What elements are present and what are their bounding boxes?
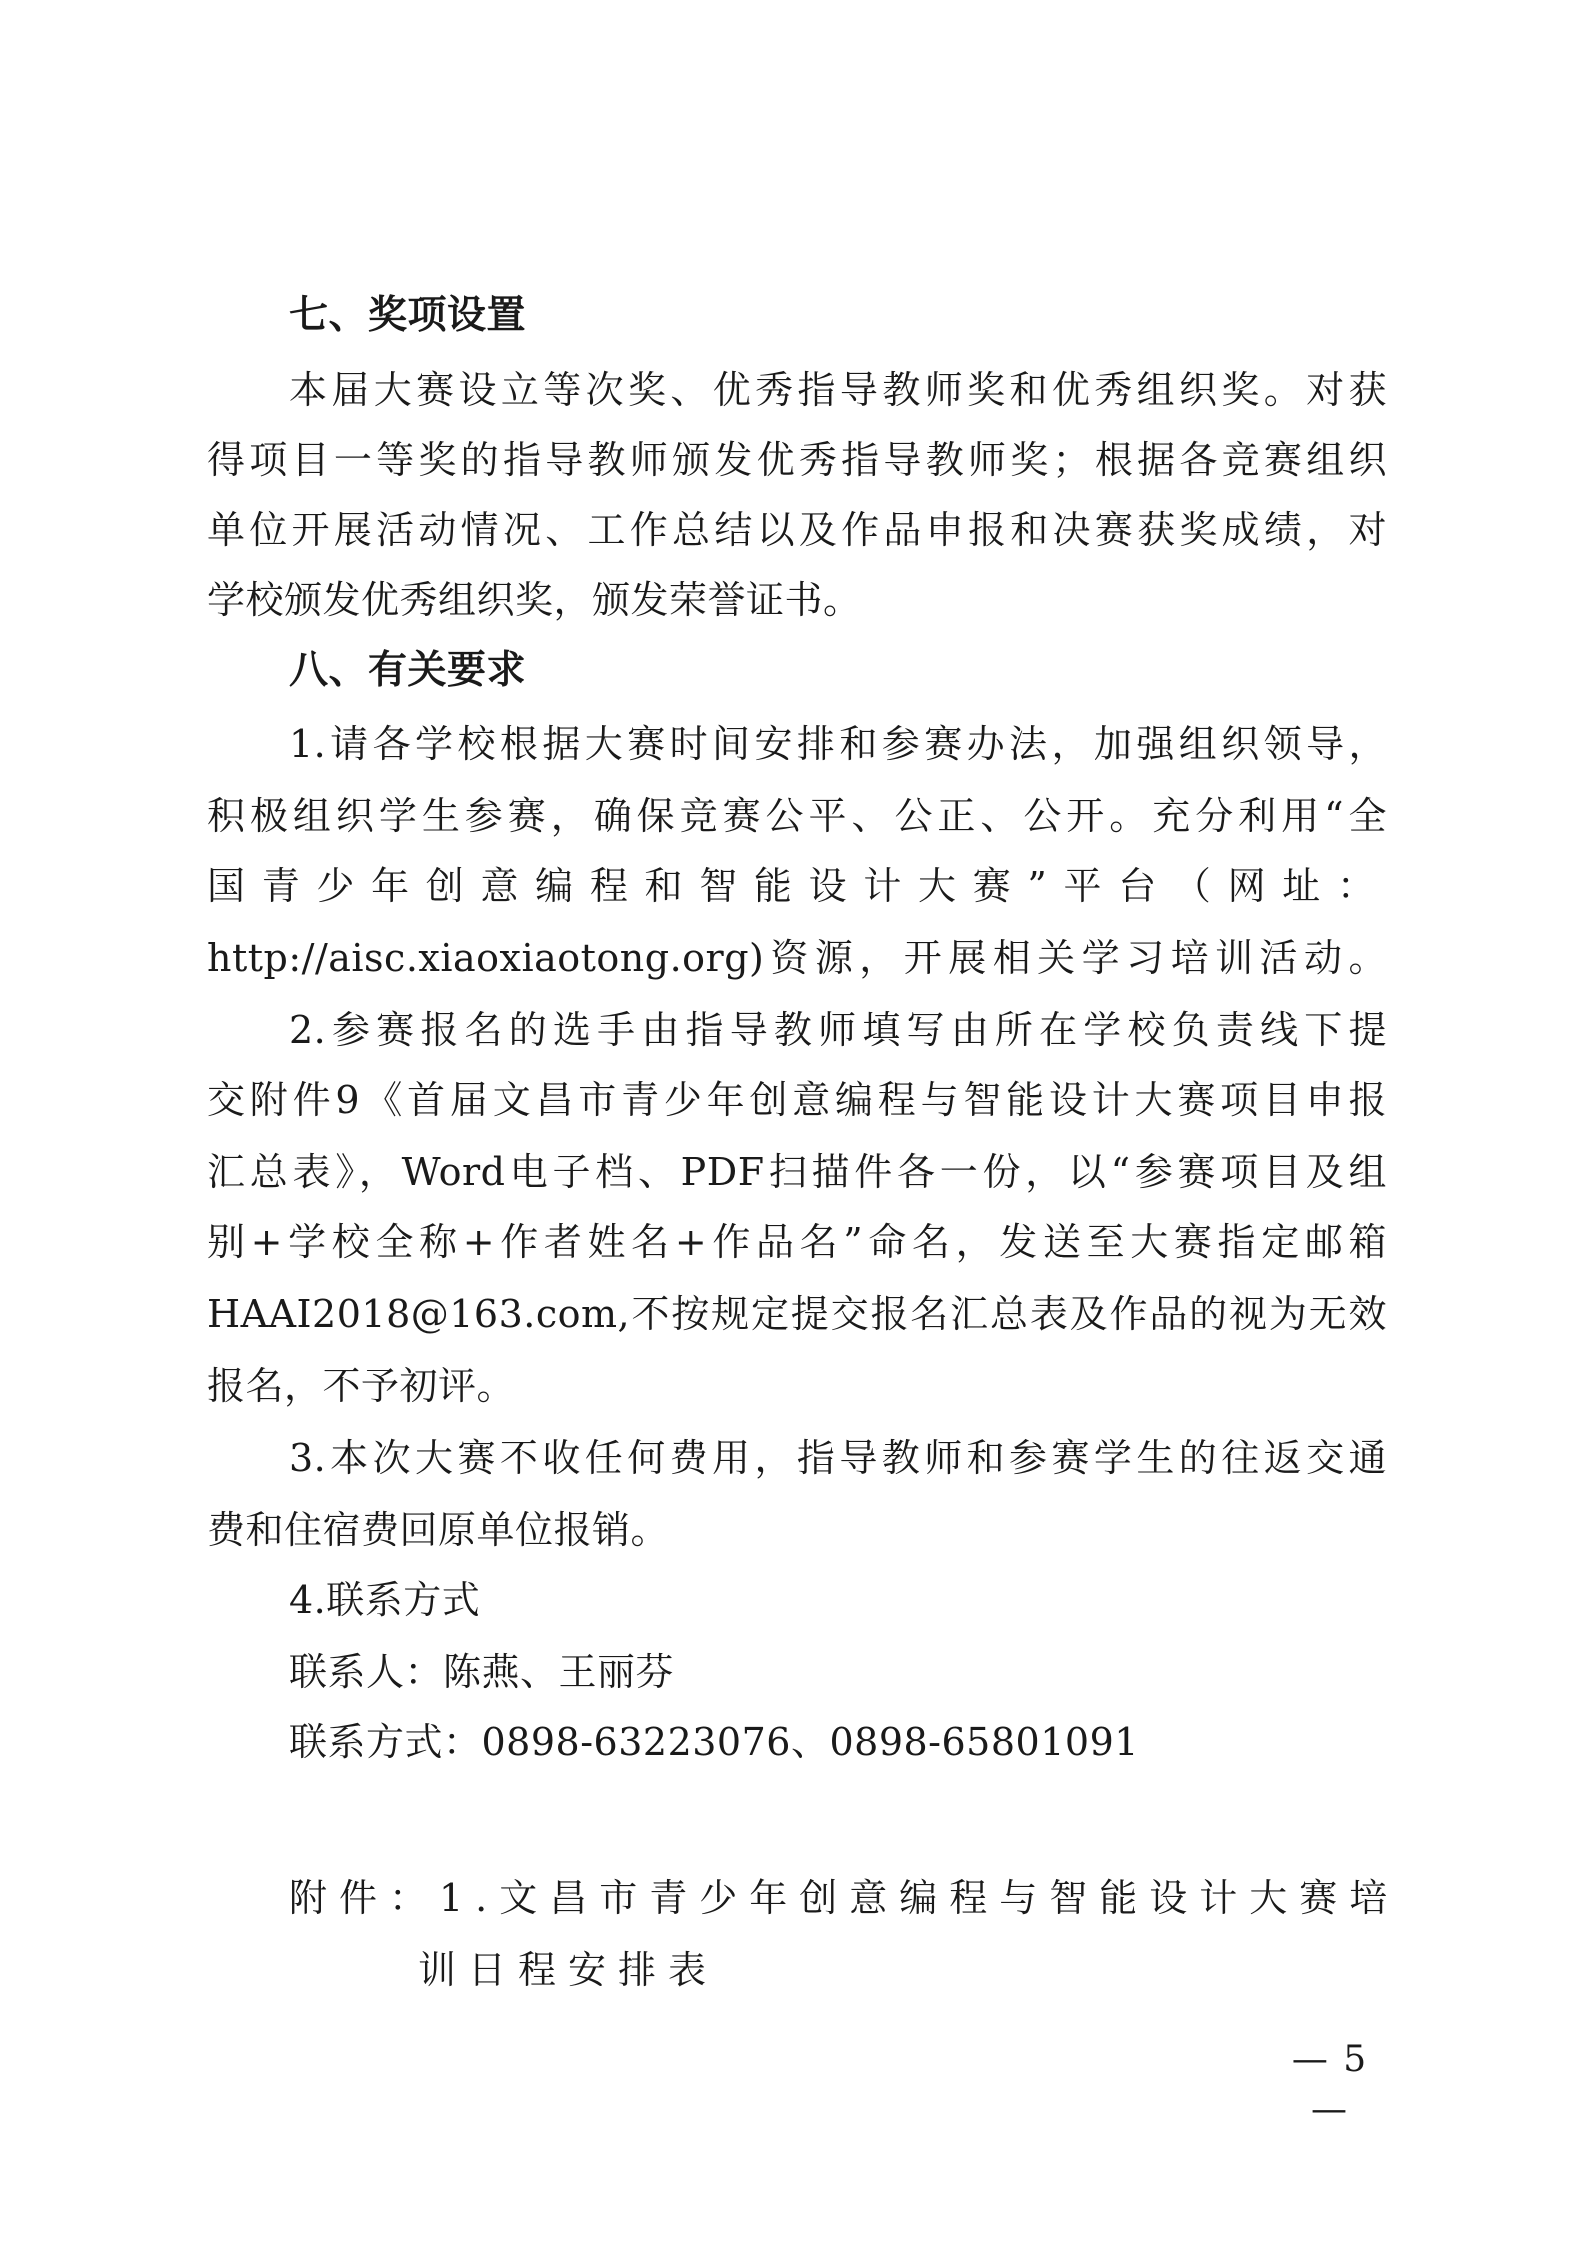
paragraph-line: 报名，不予初评。 <box>207 1364 516 1408</box>
paragraph-line: 得项目一等奖的指导教师颁发优秀指导教师奖；根据各竞赛组织 <box>207 438 1387 482</box>
paragraph-line: 本届大赛设立等次奖、优秀指导教师奖和优秀组织奖。对获 <box>289 368 1387 412</box>
paragraph-line: 国青少年创意编程和智能设计大赛”平台（网址： <box>207 864 1387 908</box>
section-heading-requirements: 八、有关要求 <box>289 648 527 693</box>
paragraph-line: 积极组织学生参赛，确保竞赛公平、公正、公开。充分利用“全 <box>207 794 1387 838</box>
paragraph-line: 交附件9《首届文昌市青少年创意编程与智能设计大赛项目申报 <box>207 1078 1387 1122</box>
paragraph-line: 费和住宿费回原单位报销。 <box>207 1508 670 1552</box>
paragraph-line: 单位开展活动情况、工作总结以及作品申报和决赛获奖成绩，对 <box>207 508 1387 552</box>
attachment-line: 附件：1.文昌市青少年创意编程与智能设计大赛培 <box>289 1876 1400 1920</box>
paragraph-line-email: HAAI2018@163.com,不按规定提交报名汇总表及作品的视为无效 <box>207 1292 1387 1336</box>
paragraph-line: 学校颁发优秀组织奖，颁发荣誉证书。 <box>207 578 862 622</box>
paragraph-line: 汇总表》，Word电子档、PDF扫描件各一份，以“参赛项目及组 <box>207 1150 1387 1194</box>
paragraph-line: 1.请各学校根据大赛时间安排和参赛办法，加强组织领导， <box>289 722 1387 766</box>
section-heading-awards: 七、奖项设置 <box>289 293 527 338</box>
attachment-line: 训日程安排表 <box>418 1948 719 1992</box>
page-number: — 5 — <box>1291 2039 1369 2130</box>
contact-title: 4.联系方式 <box>289 1578 481 1622</box>
paragraph-line: 2.参赛报名的选手由指导教师填写由所在学校负责线下提 <box>289 1008 1387 1052</box>
paragraph-line: 3.本次大赛不收任何费用，指导教师和参赛学生的往返交通 <box>289 1436 1387 1480</box>
contact-phone: 联系方式：0898-63223076、0898-65801091 <box>289 1720 1139 1764</box>
paragraph-line: 别+学校全称+作者姓名+作品名”命名，发送至大赛指定邮箱 <box>207 1220 1387 1264</box>
contact-person: 联系人：陈燕、王丽芬 <box>289 1650 675 1694</box>
paragraph-line-url: http://aisc.xiaoxiaotong.org)资源，开展相关学习培训活动。 <box>207 936 1387 980</box>
